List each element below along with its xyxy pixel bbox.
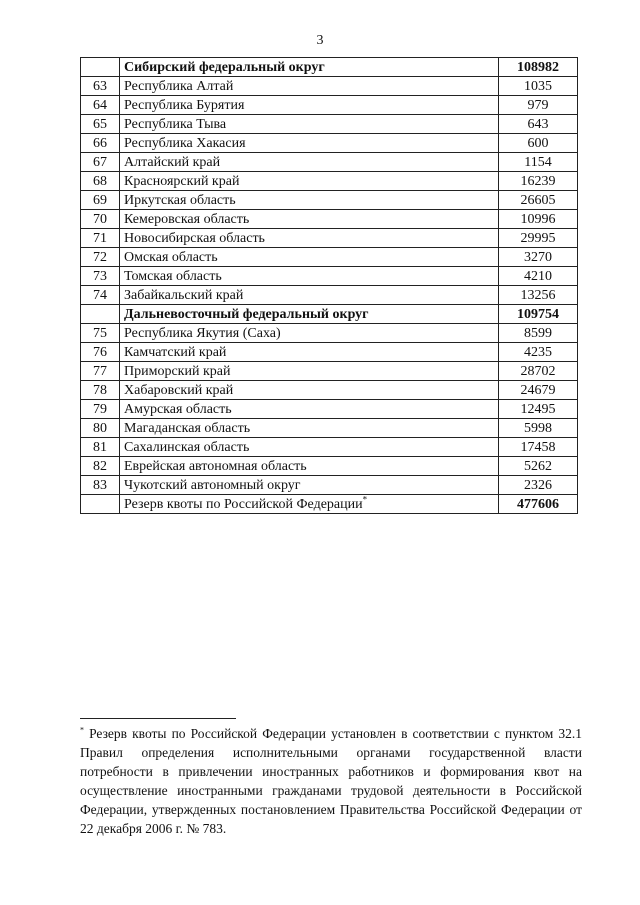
name-cell: Республика Бурятия bbox=[120, 96, 499, 115]
region-row bbox=[81, 419, 578, 438]
number-cell: 68 bbox=[81, 172, 120, 191]
region-row bbox=[81, 476, 578, 495]
value-cell: 26605 bbox=[499, 191, 578, 210]
region-row bbox=[81, 134, 578, 153]
name-cell: Забайкальский край bbox=[120, 286, 499, 305]
number-cell: 63 bbox=[81, 77, 120, 96]
region-row bbox=[81, 191, 578, 210]
region-row bbox=[81, 362, 578, 381]
footnote-text: Резерв квоты по Российской Федерации установлен в соответствии с пунктом 32.1 Правил определения исполнительными органами государственной власти потребности в привлечении иностранных работников и формирования квот на осуществление иностранными гражданами трудовой деятельности в Российской Федерации, утвержденных постановлением Правительства Российской Федерации от 22 декабря 2006 г. № 783. bbox=[80, 726, 583, 836]
value-cell: 13256 bbox=[499, 286, 578, 305]
number-cell: 74 bbox=[81, 286, 120, 305]
value-cell: 108982 bbox=[499, 58, 578, 77]
value-cell: 1035 bbox=[499, 77, 578, 96]
region-row bbox=[81, 248, 578, 267]
value-cell: 16239 bbox=[499, 172, 578, 191]
reserve-name: Резерв квоты по Российской Федерации bbox=[124, 496, 363, 512]
reserve-value-cell: 477606 bbox=[499, 495, 578, 514]
region-row bbox=[81, 77, 578, 96]
name-cell: Красноярский край bbox=[120, 172, 499, 191]
name-cell: Кемеровская область bbox=[120, 210, 499, 229]
value-cell: 5262 bbox=[499, 457, 578, 476]
name-cell: Иркутская область bbox=[120, 191, 499, 210]
name-cell: Томская область bbox=[120, 267, 499, 286]
number-cell: 75 bbox=[81, 324, 120, 343]
quota-table bbox=[80, 57, 578, 514]
number-cell: 72 bbox=[81, 248, 120, 267]
value-cell: 28702 bbox=[499, 362, 578, 381]
name-cell: Республика Алтай bbox=[120, 77, 499, 96]
footnote bbox=[80, 724, 582, 838]
value-cell: 1154 bbox=[499, 153, 578, 172]
name-cell: Амурская область bbox=[120, 400, 499, 419]
value-cell: 643 bbox=[499, 115, 578, 134]
number-cell: 83 bbox=[81, 476, 120, 495]
value-cell: 600 bbox=[499, 134, 578, 153]
name-cell: Камчатский край bbox=[120, 343, 499, 362]
number-cell: 65 bbox=[81, 115, 120, 134]
number-cell: 73 bbox=[81, 267, 120, 286]
region-row bbox=[81, 172, 578, 191]
page-number: 3 bbox=[316, 33, 324, 48]
number-cell: 69 bbox=[81, 191, 120, 210]
value-cell: 4235 bbox=[499, 343, 578, 362]
reserve-number-cell bbox=[81, 495, 120, 514]
name-cell: Дальневосточный федеральный округ bbox=[120, 305, 499, 324]
number-cell: 67 bbox=[81, 153, 120, 172]
name-cell: Омская область bbox=[120, 248, 499, 267]
value-cell: 12495 bbox=[499, 400, 578, 419]
region-row bbox=[81, 115, 578, 134]
number-cell: 66 bbox=[81, 134, 120, 153]
number-cell: 64 bbox=[81, 96, 120, 115]
number-cell: 71 bbox=[81, 229, 120, 248]
quota-table-body bbox=[81, 58, 578, 495]
number-cell: 81 bbox=[81, 438, 120, 457]
region-row bbox=[81, 286, 578, 305]
name-cell: Еврейская автономная область bbox=[120, 457, 499, 476]
value-cell: 3270 bbox=[499, 248, 578, 267]
region-row bbox=[81, 96, 578, 115]
region-row bbox=[81, 343, 578, 362]
number-cell: 79 bbox=[81, 400, 120, 419]
region-row bbox=[81, 381, 578, 400]
number-cell: 82 bbox=[81, 457, 120, 476]
name-cell: Приморский край bbox=[120, 362, 499, 381]
value-cell: 24679 bbox=[499, 381, 578, 400]
value-cell: 5998 bbox=[499, 419, 578, 438]
region-row bbox=[81, 400, 578, 419]
value-cell: 29995 bbox=[499, 229, 578, 248]
number-cell: 70 bbox=[81, 210, 120, 229]
name-cell: Сибирский федеральный округ bbox=[120, 58, 499, 77]
name-cell: Республика Хакасия bbox=[120, 134, 499, 153]
region-row bbox=[81, 210, 578, 229]
footnote-divider bbox=[80, 718, 236, 719]
region-row bbox=[81, 438, 578, 457]
value-cell: 4210 bbox=[499, 267, 578, 286]
number-cell bbox=[81, 58, 120, 77]
region-row bbox=[81, 267, 578, 286]
name-cell: Магаданская область bbox=[120, 419, 499, 438]
value-cell: 2326 bbox=[499, 476, 578, 495]
reserve-footnote-mark: * bbox=[362, 493, 368, 504]
name-cell: Хабаровский край bbox=[120, 381, 499, 400]
number-cell: 76 bbox=[81, 343, 120, 362]
footnote-mark: * bbox=[80, 725, 84, 735]
value-cell: 10996 bbox=[499, 210, 578, 229]
name-cell: Алтайский край bbox=[120, 153, 499, 172]
value-cell: 979 bbox=[499, 96, 578, 115]
number-cell bbox=[81, 305, 120, 324]
region-row bbox=[81, 229, 578, 248]
district-row bbox=[81, 58, 578, 77]
name-cell: Сахалинская область bbox=[120, 438, 499, 457]
name-cell: Новосибирская область bbox=[120, 229, 499, 248]
region-row bbox=[81, 324, 578, 343]
number-cell: 80 bbox=[81, 419, 120, 438]
value-cell: 17458 bbox=[499, 438, 578, 457]
region-row bbox=[81, 153, 578, 172]
name-cell: Чукотский автономный округ bbox=[120, 476, 499, 495]
reserve-name-cell bbox=[120, 495, 499, 514]
name-cell: Республика Тыва bbox=[120, 115, 499, 134]
name-cell: Республика Якутия (Саха) bbox=[120, 324, 499, 343]
number-cell: 77 bbox=[81, 362, 120, 381]
value-cell: 8599 bbox=[499, 324, 578, 343]
reserve-row bbox=[81, 495, 578, 514]
district-row bbox=[81, 305, 578, 324]
region-row bbox=[81, 457, 578, 476]
number-cell: 78 bbox=[81, 381, 120, 400]
value-cell: 109754 bbox=[499, 305, 578, 324]
